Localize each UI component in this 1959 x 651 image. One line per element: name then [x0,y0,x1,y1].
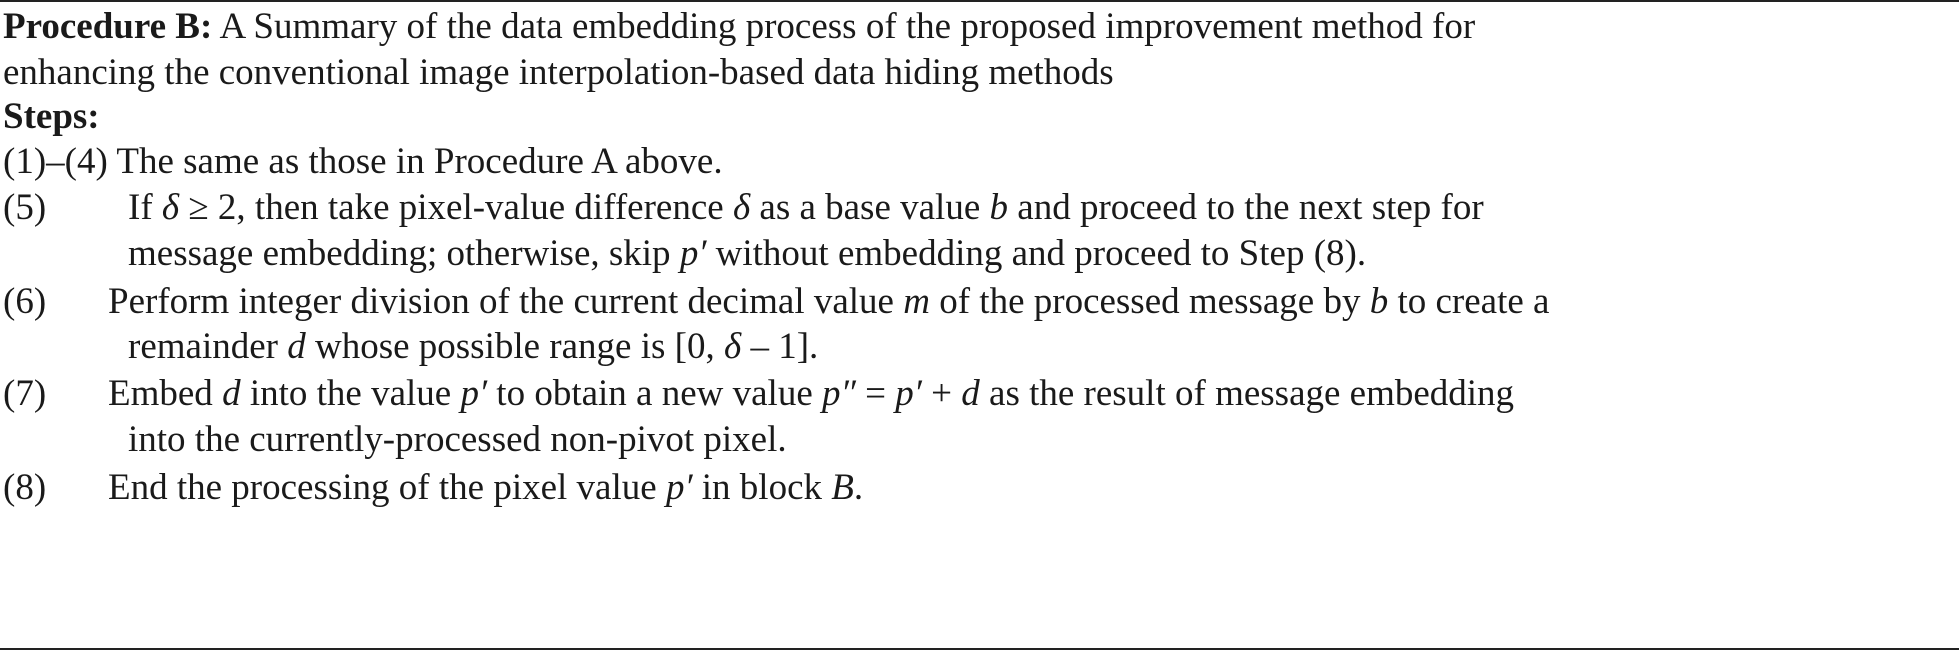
step-6-text: to create a [1388,281,1550,322]
step-5-text: ≥ 2, then take pixel-value difference [179,187,733,228]
step-8-number: (8) [3,467,47,508]
equals-sign: = [855,373,896,414]
steps-heading: Steps: [3,96,100,137]
procedure-title-line1 [3,8,1475,45]
var-b: b [1369,281,1389,322]
step-6-line2 [128,328,818,365]
step-8-text: . [853,467,864,508]
step-5-text: If [128,187,162,228]
step-7-text: into the value [240,373,461,414]
step-6-text: – 1]. [741,326,819,367]
step-6-number: (6) [3,281,47,322]
var-p-prime: p′ [665,467,693,508]
var-b: b [989,187,1009,228]
var-p-prime: p′ [460,373,488,414]
var-d: d [222,373,241,414]
step-8-text: End the processing of the pixel value [108,467,666,508]
step-6-text: whose possible range is [0, [305,326,724,367]
var-p-double-prime: p″ [822,373,856,414]
var-d: d [961,373,980,414]
plus-sign: + [921,373,962,414]
step-7-text: Embed [108,373,223,414]
var-d: d [287,326,306,367]
step-5-number: (5) [3,187,47,228]
step-5-line1 [128,189,1484,226]
step-1-4-number: (1)–(4) [3,141,108,182]
step-7-text: as the result of message embedding [979,373,1515,414]
step-5-text: as a base value [750,187,990,228]
step-6-text: Perform integer division of the current decimal value [108,281,904,322]
step-8-text: in block [692,467,832,508]
step-7-line1 [108,375,1514,412]
var-delta: δ [732,187,751,228]
step-7-number: (7) [3,373,47,414]
procedure-label: Procedure B: [3,6,213,47]
top-rule [0,0,1959,2]
step-7-text: to obtain a new value [487,373,822,414]
step-6-text: remainder [128,326,288,367]
var-m: m [903,281,930,322]
var-delta: δ [161,187,180,228]
step-5-text: message embedding; otherwise, skip [128,233,680,274]
procedure-title-line2: enhancing the conventional image interpolation-based data hiding methods [3,52,1114,93]
bottom-rule [0,648,1959,650]
var-block-B: B [831,467,854,508]
var-delta: δ [723,326,742,367]
step-5-text: and proceed to the next step for [1008,187,1484,228]
step-1-4 [3,143,723,180]
var-p-prime: p′ [895,373,922,414]
step-5-text: without embedding and proceed to Step (8). [706,233,1367,274]
step-5-line2 [128,235,1366,272]
procedure-title-text: A Summary of the data embedding process of the proposed improvement method for [212,6,1476,47]
step-8-line1 [108,469,863,506]
step-6-text: of the processed message by [929,281,1370,322]
var-p-prime: p′ [679,233,707,274]
step-7-line2: into the currently-processed non-pivot pixel. [128,419,787,460]
step-1-4-text: The same as those in Procedure A above. [107,141,723,182]
step-6-line1 [108,283,1549,320]
